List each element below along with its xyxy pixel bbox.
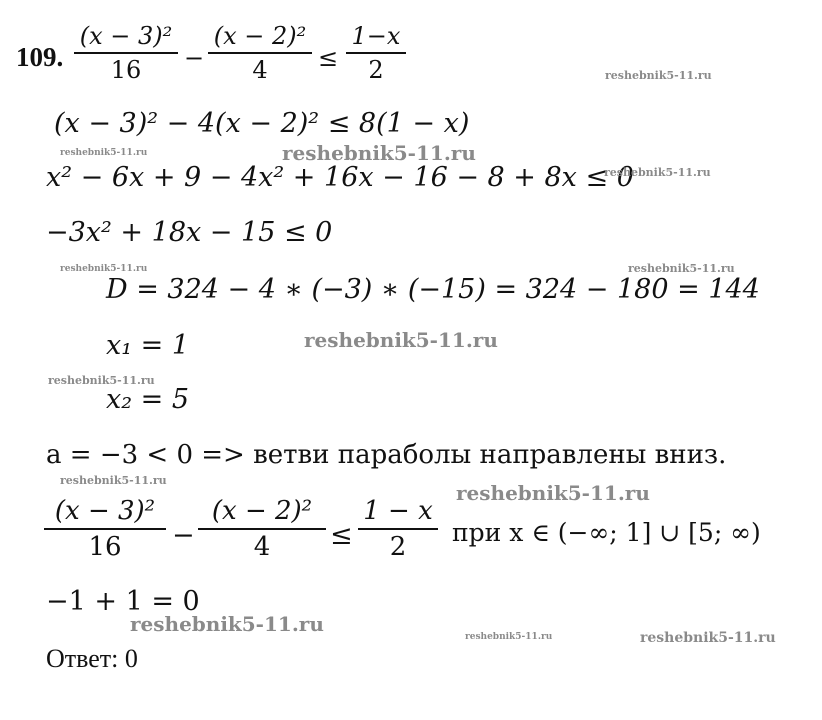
final-fraction-1-numerator: (x − 3)² (54, 496, 156, 526)
solution-set: при x ∈ (−∞; 1] ∪ [5; ∞) (452, 518, 761, 547)
fraction-bar (358, 528, 438, 530)
final-fraction-1 (44, 496, 166, 562)
root-x1: x₁ = 1 (106, 330, 190, 361)
branches-note: a = −3 < 0 => ветви параболы направлены вниз. (46, 440, 727, 470)
fraction-bar (74, 52, 178, 54)
watermark: reshebnik5-11.ru (604, 166, 711, 179)
step-discriminant: D = 324 − 4 ∗ (−3) ∗ (−15) = 324 − 180 = 144 (106, 274, 760, 305)
final-le: ≤ (330, 520, 353, 551)
watermark: reshebnik5-11.ru (130, 612, 324, 636)
answer: Ответ: 0 (46, 644, 138, 673)
final-minus: − (172, 520, 195, 551)
watermark: reshebnik5-11.ru (628, 262, 735, 275)
final-fraction-3 (358, 496, 438, 562)
fraction-bar (198, 528, 326, 530)
step-line-2: x² − 6x + 9 − 4x² + 16x − 16 − 8 + 8x ≤ 0 (46, 162, 634, 193)
header-fraction-2 (208, 22, 312, 84)
watermark: reshebnik5-11.ru (605, 69, 712, 82)
step-line-3: −3x² + 18x − 15 ≤ 0 (46, 217, 333, 248)
header-minus: − (184, 44, 205, 72)
root-x2: x₂ = 5 (106, 384, 190, 415)
header-fraction-3-denominator: 2 (368, 56, 384, 84)
final-fraction-3-denominator: 2 (389, 532, 407, 562)
watermark: reshebnik5-11.ru (282, 141, 476, 165)
watermark: reshebnik5-11.ru (456, 481, 650, 505)
final-fraction-2-denominator: 4 (253, 532, 271, 562)
problem-number: 109. (16, 42, 64, 72)
watermark: reshebnik5-11.ru (60, 264, 148, 274)
header-fraction-2-numerator: (x − 2)² (213, 22, 307, 50)
sum-line: −1 + 1 = 0 (46, 586, 200, 617)
watermark: reshebnik5-11.ru (60, 148, 148, 158)
watermark: reshebnik5-11.ru (304, 328, 498, 352)
watermark: reshebnik5-11.ru (640, 630, 776, 646)
header-fraction-3-numerator: 1−x (351, 22, 401, 50)
final-fraction-1-denominator: 16 (88, 532, 122, 562)
final-fraction-2 (198, 496, 326, 562)
header-fraction-2-denominator: 4 (252, 56, 268, 84)
header-fraction-3 (346, 22, 406, 84)
final-fraction-2-numerator: (x − 2)² (211, 496, 313, 526)
fraction-bar (208, 52, 312, 54)
step-line-1: (x − 3)² − 4(x − 2)² ≤ 8(1 − x) (54, 108, 470, 139)
watermark: reshebnik5-11.ru (60, 474, 167, 487)
header-fraction-1-denominator: 16 (110, 56, 142, 84)
header-fraction-1-numerator: (x − 3)² (79, 22, 173, 50)
fraction-bar (346, 52, 406, 54)
watermark: reshebnik5-11.ru (465, 632, 553, 642)
final-fraction-3-numerator: 1 − x (363, 496, 433, 526)
fraction-bar (44, 528, 166, 530)
watermark: reshebnik5-11.ru (48, 374, 155, 387)
header-fraction-1 (74, 22, 178, 84)
header-le: ≤ (318, 44, 339, 72)
